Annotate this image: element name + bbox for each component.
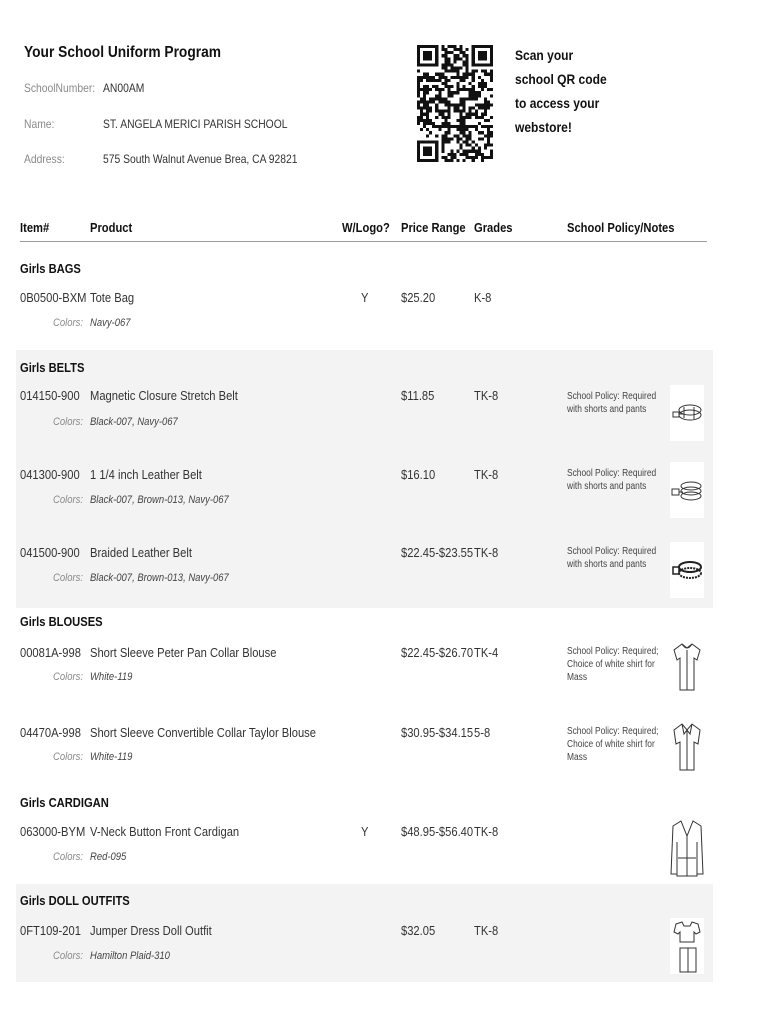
category-girls-cardigan[interactable]: Girls CARDIGAN xyxy=(20,795,109,810)
product-name[interactable]: Braided Leather Belt xyxy=(90,545,192,560)
category-girls-bags[interactable]: Girls BAGS xyxy=(20,261,81,276)
col-header-item: Item# xyxy=(20,220,50,235)
policy-note: School Policy: Required with shorts and pants xyxy=(567,391,657,415)
price-range: $32.05 xyxy=(401,923,436,938)
school-name-label: Name: xyxy=(24,117,55,131)
doll-outfit-icon[interactable] xyxy=(670,918,704,974)
policy-note: School Policy: Required; Choice of white shirt for Mass xyxy=(567,646,659,683)
belt-icon[interactable] xyxy=(670,385,704,441)
braided-belt-icon[interactable] xyxy=(670,542,704,598)
product-name[interactable]: Short Sleeve Peter Pan Collar Blouse xyxy=(90,645,277,660)
grades: TK-4 xyxy=(474,645,499,660)
grades: K-8 xyxy=(474,290,492,305)
colors-value: Black-007, Navy-067 xyxy=(90,416,178,428)
logo-flag: Y xyxy=(361,824,369,839)
address-value: 575 South Walnut Avenue Brea, CA 92821 xyxy=(103,152,298,166)
address-label: Address: xyxy=(24,152,65,166)
price-range: $22.45-$26.70 xyxy=(401,645,474,660)
colors-label: Colors: xyxy=(53,572,83,584)
colors-value: White-119 xyxy=(90,671,133,683)
grades: TK-8 xyxy=(474,467,499,482)
colors-value: Hamilton Plaid-310 xyxy=(90,950,170,962)
col-header-notes: School Policy/Notes xyxy=(567,220,675,235)
school-number-label: SchoolNumber: xyxy=(24,81,96,95)
price-range: $22.45-$23.55 xyxy=(401,545,474,560)
item-number: 04470A-998 xyxy=(20,725,81,740)
product-name[interactable]: Magnetic Closure Stretch Belt xyxy=(90,388,238,403)
program-title: Your School Uniform Program xyxy=(24,44,221,61)
grades: TK-8 xyxy=(474,545,499,560)
col-header-product: Product xyxy=(90,220,133,235)
grades: TK-8 xyxy=(474,824,499,839)
col-header-price: Price Range xyxy=(401,220,466,235)
convertible-blouse-icon[interactable] xyxy=(670,718,704,774)
school-number-value: AN00AM xyxy=(103,81,145,95)
price-range: $30.95-$34.15 xyxy=(401,725,474,740)
blouse-icon[interactable] xyxy=(670,638,704,694)
colors-label: Colors: xyxy=(53,851,83,863)
price-range: $25.20 xyxy=(401,290,436,305)
colors-value: Red-095 xyxy=(90,851,127,863)
item-number: 014150-900 xyxy=(20,388,80,403)
qr-code[interactable] xyxy=(417,45,493,162)
item-number: 0FT109-201 xyxy=(20,923,81,938)
school-name-value: ST. ANGELA MERICI PARISH SCHOOL xyxy=(103,117,288,131)
item-number: 063000-BYM xyxy=(20,824,86,839)
colors-value: Black-007, Brown-013, Navy-067 xyxy=(90,494,229,506)
category-girls-blouses[interactable]: Girls BLOUSES xyxy=(20,614,103,629)
item-number: 041300-900 xyxy=(20,467,80,482)
colors-label: Colors: xyxy=(53,950,83,962)
price-range: $16.10 xyxy=(401,467,436,482)
grades: 5-8 xyxy=(474,725,491,740)
product-name[interactable]: Short Sleeve Convertible Collar Taylor Blouse xyxy=(90,725,316,740)
product-name[interactable]: V-Neck Button Front Cardigan xyxy=(90,824,240,839)
grades: TK-8 xyxy=(474,923,499,938)
item-number: 0B0500-BXM xyxy=(20,290,87,305)
colors-label: Colors: xyxy=(53,751,83,763)
header-divider xyxy=(20,241,707,242)
colors-label: Colors: xyxy=(53,416,83,428)
col-header-logo: W/Logo? xyxy=(342,220,390,235)
leather-belt-icon[interactable] xyxy=(670,462,704,518)
product-name[interactable]: Jumper Dress Doll Outfit xyxy=(90,923,212,938)
policy-note: School Policy: Required with shorts and pants xyxy=(567,468,657,492)
col-header-grades: Grades xyxy=(474,220,513,235)
colors-label: Colors: xyxy=(53,494,83,506)
item-number: 041500-900 xyxy=(20,545,80,560)
item-number: 00081A-998 xyxy=(20,645,81,660)
product-name[interactable]: 1 1/4 inch Leather Belt xyxy=(90,467,202,482)
colors-value: White-119 xyxy=(90,751,133,763)
scan-instructions: Scan your school QR code to access your webstore! xyxy=(515,47,607,135)
product-name[interactable]: Tote Bag xyxy=(90,290,135,305)
cardigan-icon[interactable] xyxy=(670,818,704,878)
colors-value: Black-007, Brown-013, Navy-067 xyxy=(90,572,229,584)
logo-flag: Y xyxy=(361,290,369,305)
colors-label: Colors: xyxy=(53,671,83,683)
colors-label: Colors: xyxy=(53,317,83,329)
colors-value: Navy-067 xyxy=(90,317,131,329)
category-girls-doll-outfits[interactable]: Girls DOLL OUTFITS xyxy=(20,893,130,908)
category-girls-belts[interactable]: Girls BELTS xyxy=(20,360,85,375)
policy-note: School Policy: Required; Choice of white shirt for Mass xyxy=(567,726,659,763)
grades: TK-8 xyxy=(474,388,499,403)
price-range: $11.85 xyxy=(401,388,435,403)
policy-note: School Policy: Required with shorts and pants xyxy=(567,546,657,570)
price-range: $48.95-$56.40 xyxy=(401,824,474,839)
